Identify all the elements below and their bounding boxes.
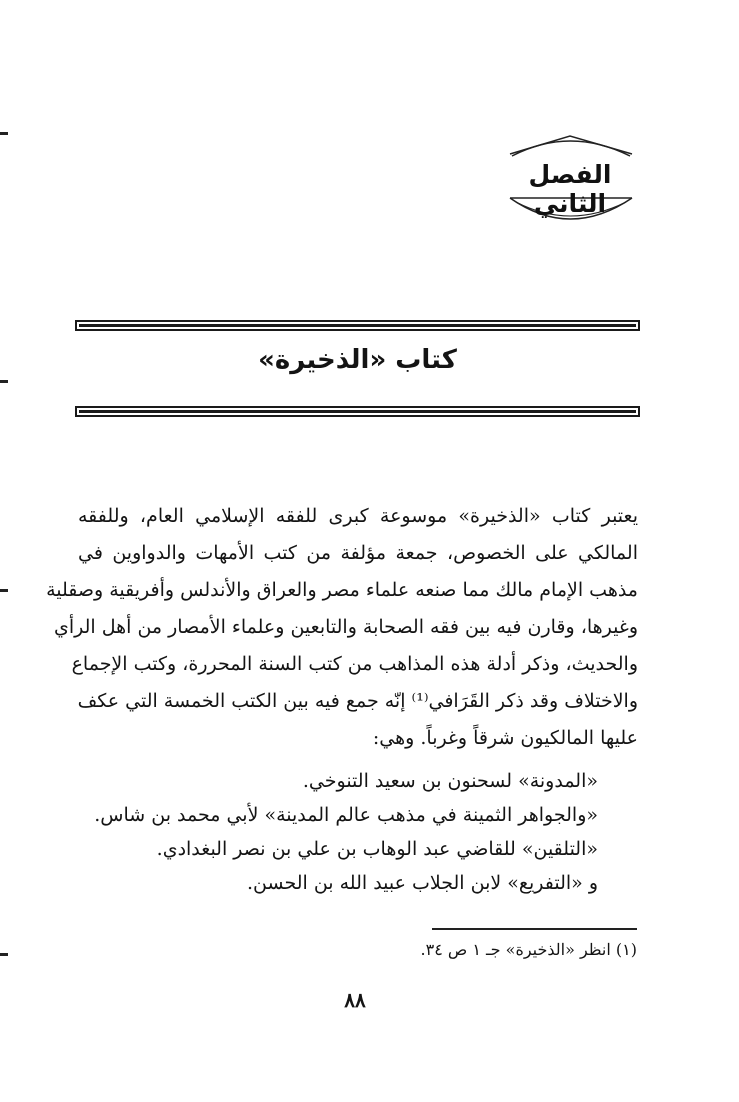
book-list <box>78 764 598 900</box>
body-line: يعتبر كتاب «الذخيرة» موسوعة كبرى للفقه الإسلامي العام، وللفقه <box>78 505 638 527</box>
page-edge-mark <box>0 953 8 956</box>
footnote: (١) انظر «الذخيرة» جـ ١ ص ٣٤. <box>420 940 637 959</box>
section-title: كتاب «الذخيرة» <box>258 345 457 375</box>
body-line: والحديث، وذكر أدلة هذه المذاهب من كتب السنة المحررة، وكتب الإجماع <box>71 653 638 675</box>
section-top-rule <box>75 320 640 331</box>
book-item: «والجواهر الثمينة في مذهب عالم المدينة» لأبي محمد بن شاس. <box>94 804 598 826</box>
page-edge-mark <box>0 589 8 592</box>
body-line: والاختلاف وقد ذكر القَرَافي⁽¹⁾ إنّه جمع فيه بين الكتب الخمسة التي عكف <box>77 690 638 712</box>
page-edge-mark <box>0 380 8 383</box>
body-line: وغيرها، وقارن فيه بين فقه الصحابة والتابعين وعلماء الأمصار من أهل الرأي <box>53 616 638 638</box>
page-edge-mark <box>0 132 8 135</box>
book-item: و «التفريع» لابن الجلاب عبيد الله بن الحسن. <box>247 872 598 894</box>
page-number: ٨٨ <box>344 988 366 1012</box>
footnote-separator <box>432 928 637 930</box>
book-item: «التلقين» للقاضي عبد الوهاب بن علي بن نصر البغدادي. <box>156 838 598 860</box>
body-line: عليها المالكيون شرقاً وغرباً. وهي: <box>372 727 638 749</box>
body-paragraph <box>46 498 638 757</box>
body-line: المالكي على الخصوص، جمعة مؤلفة من كتب الأمهات والدواوين في <box>78 542 638 564</box>
chapter-label: الفصل الثاني <box>528 160 612 218</box>
section-bottom-rule <box>75 406 640 417</box>
body-line: مذهب الإمام مالك مما صنعه علماء مصر والعراق والأندلس وأفريقية وصقلية <box>46 579 638 601</box>
chapter-heading-emblem <box>500 130 640 230</box>
book-item: «المدونة» لسحنون بن سعيد التنوخي. <box>302 770 598 792</box>
